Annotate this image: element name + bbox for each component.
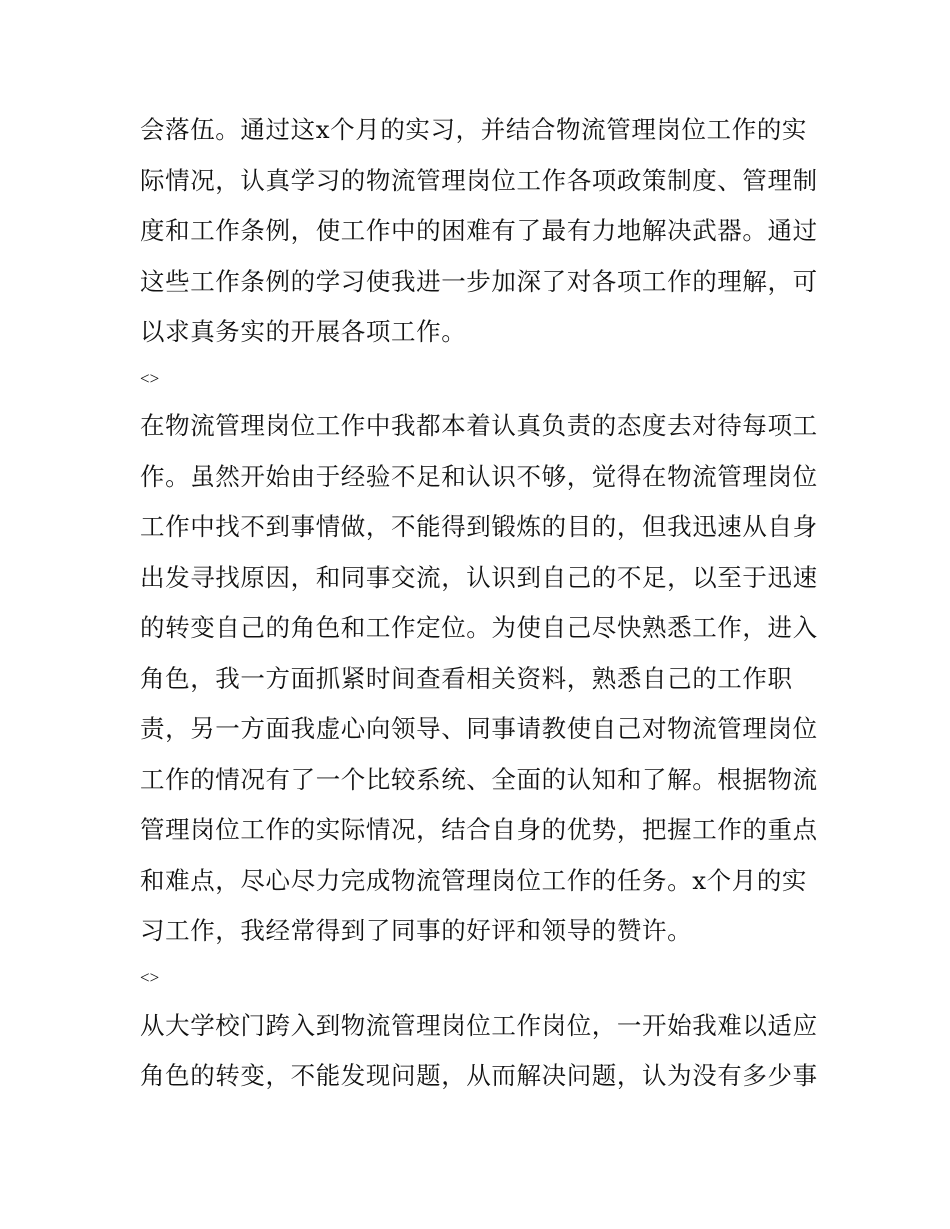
paragraph-2-line-10: 和难点，尽心尽力完成物流管理岗位工作的任务。x个月的实 [140,866,808,895]
paragraph-2-line-8: 工作的情况有了一个比较系统、全面的认知和了解。根据物流 [140,765,818,794]
paragraph-2-line-1: 在物流管理岗位工作中我都本着认真负责的态度去对待每项工 [140,411,818,440]
section-separator: <> [140,369,160,388]
paragraph-2-line-6: 角色，我一方面抓紧时间查看相关资料，熟悉自己的工作职 [140,664,793,693]
paragraph-3-line-1: 从大学校门跨入到物流管理岗位工作岗位，一开始我难以适应 [140,1011,818,1040]
paragraph-3-line-2: 角色的转变，不能发现问题，从而解决问题，认为没有多少事 [140,1061,818,1090]
paragraph-1-line-3: 度和工作条例，使工作中的困难有了最有力地解决武器。通过 [140,216,818,245]
paragraph-2-line-4: 出发寻找原因，和同事交流，认识到自己的不足，以至于迅速 [140,563,818,592]
paragraph-2-line-11: 习工作，我经常得到了同事的好评和领导的赞许。 [140,916,693,945]
paragraph-2-line-2: 作。虽然开始由于经验不足和认识不够，觉得在物流管理岗位 [140,462,818,491]
paragraph-1-line-2: 际情况，认真学习的物流管理岗位工作各项政策制度、管理制 [140,166,818,195]
paragraph-2-line-3: 工作中找不到事情做，不能得到锻炼的目的，但我迅速从自身 [140,512,818,541]
paragraph-2-line-5: 的转变自己的角色和工作定位。为使自己尽快熟悉工作，进入 [140,613,818,642]
paragraph-2-line-7: 责，另一方面我虚心向领导、同事请教使自己对物流管理岗位 [140,714,818,743]
paragraph-1-line-4: 这些工作条例的学习使我进一步加深了对各项工作的理解，可 [140,267,818,296]
paragraph-1-line-1: 会落伍。通过这x个月的实习，并结合物流管理岗位工作的实 [140,115,808,144]
section-separator: <> [140,968,160,987]
paragraph-2-line-9: 管理岗位工作的实际情况，结合自身的优势，把握工作的重点 [140,815,818,844]
paragraph-1-line-5: 以求真务实的开展各项工作。 [140,317,467,346]
